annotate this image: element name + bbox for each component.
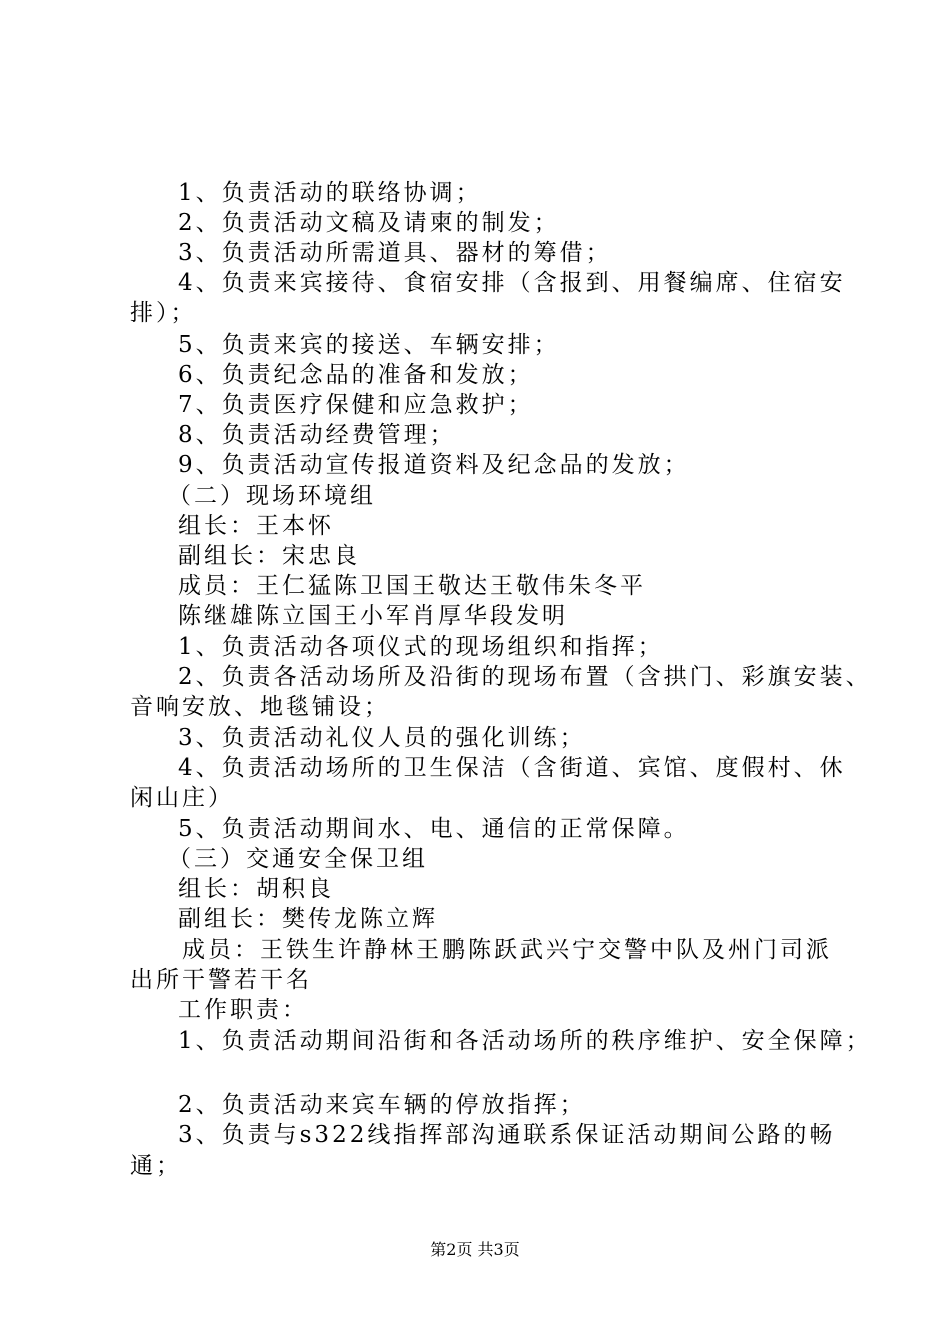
text-line: 4、负责活动场所的卫生保洁（含街道、宾馆、度假村、休 (178, 755, 846, 781)
text-line: 7、负责医疗保健和应急救护； (178, 392, 534, 418)
text-line: 陈继雄陈立国王小军肖厚华段发明 (178, 603, 568, 629)
text-line: 6、负责纪念品的准备和发放； (178, 362, 534, 388)
section-heading: （二）现场环境组 (168, 483, 376, 509)
text-line: 成员：王仁猛陈卫国王敬达王敬伟朱冬平 (178, 573, 646, 599)
text-line: 2、负责各活动场所及沿街的现场布置（含拱门、彩旗安装、 (178, 664, 872, 690)
text-line: 4、负责来宾接待、食宿安排（含报到、用餐编席、住宿安 (178, 270, 846, 296)
text-line: 2、负责活动来宾车辆的停放指挥； (178, 1092, 586, 1118)
text-line: 1、负责活动的联络协调； (178, 180, 482, 206)
text-line: 8、负责活动经费管理； (178, 422, 456, 448)
text-line: 成员：王铁生许静林王鹏陈跃武兴宁交警中队及州门司派 (182, 937, 832, 963)
text-line: 工作职责： (178, 997, 308, 1023)
section-heading: （三）交通安全保卫组 (168, 846, 428, 872)
text-line: 出所干警若干名 (130, 967, 312, 993)
text-line: 3、负责与s322线指挥部沟通联系保证活动期间公路的畅 (178, 1122, 836, 1148)
text-line: 1、负责活动各项仪式的现场组织和指挥； (178, 634, 664, 660)
text-line: 5、负责来宾的接送、车辆安排； (178, 332, 560, 358)
text-line: 9、负责活动宣传报道资料及纪念品的发放； (178, 452, 690, 478)
text-line: 音响安放、地毯铺设； (130, 694, 390, 720)
text-line: 2、负责活动文稿及请柬的制发； (178, 210, 560, 236)
text-line: 3、负责活动礼仪人员的强化训练； (178, 725, 586, 751)
text-line: 排）； (130, 300, 197, 326)
text-line: 副组长：樊传龙陈立辉 (178, 906, 438, 932)
text-line: 组长：胡积良 (178, 876, 334, 902)
text-line: 通； (130, 1153, 182, 1179)
text-line: 组长：王本怀 (178, 513, 334, 539)
text-line: 1、负责活动期间沿街和各活动场所的秩序维护、安全保障； (178, 1028, 872, 1054)
text-line: 副组长：宋忠良 (178, 543, 360, 569)
page-footer: 第2页 共3页 (430, 1240, 520, 1259)
text-line: 闲山庄） (130, 785, 234, 811)
text-line: 3、负责活动所需道具、器材的筹借； (178, 240, 612, 266)
text-line: 5、负责活动期间水、电、通信的正常保障。 (178, 816, 690, 842)
